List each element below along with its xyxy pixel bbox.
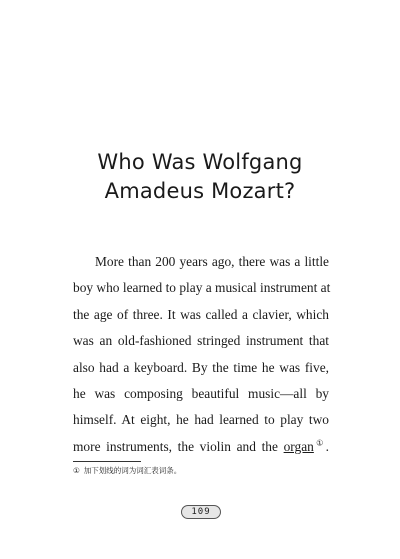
- body-line-last-suffix: .: [325, 438, 330, 454]
- page-title: [0, 148, 400, 206]
- body-paragraph: [73, 249, 329, 460]
- body-line-last: [73, 434, 329, 460]
- page-number-badge: [181, 505, 221, 519]
- footnote-marker: ①: [313, 438, 326, 448]
- body-line: he was composing beautiful music—all by: [73, 385, 329, 401]
- footnote-text: 加下划线的词为词汇表词条。: [83, 466, 182, 475]
- page-title-line-1: Who Was Wolfgang: [97, 150, 303, 174]
- page-number: 109: [191, 507, 211, 517]
- footnote: [73, 465, 181, 477]
- page-title-line-2: Amadeus Mozart?: [104, 179, 296, 203]
- body-line: the age of three. It was called a clavier, which: [73, 306, 329, 322]
- body-line: boy who learned to play a musical instrument at: [73, 280, 331, 296]
- body-line: was an old-fashioned stringed instrument that: [73, 333, 329, 349]
- body-line: himself. At eight, he had learned to play two: [73, 412, 329, 428]
- glossary-word: organ: [283, 438, 314, 454]
- footnote-number: ①: [73, 466, 80, 475]
- body-line-last-prefix: more instruments, the violin and the: [73, 438, 284, 454]
- body-line: More than 200 years ago, there was a little: [95, 254, 329, 269]
- body-line: also had a keyboard. By the time he was five,: [73, 359, 329, 375]
- footnote-divider: [73, 461, 141, 462]
